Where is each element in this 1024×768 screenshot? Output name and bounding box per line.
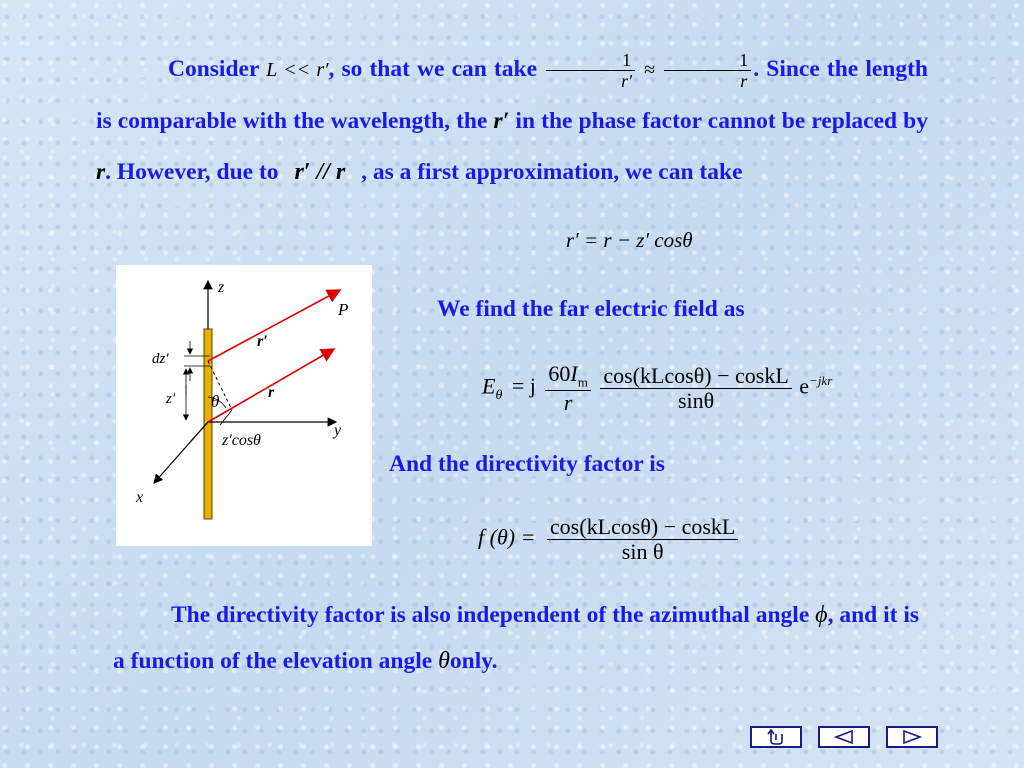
- right-triangle-icon: [900, 729, 924, 745]
- amplitude-fraction: $\frac{60I_m}{r}$: [545, 362, 590, 415]
- zcos-label: z′cosθ: [222, 432, 261, 449]
- return-icon: [763, 728, 789, 746]
- directivity-fraction: $\frac{\text{cos(kLcosθ) − coskL}}{\text{sin θ}}$: [547, 515, 738, 564]
- phi-symbol: ϕ: [815, 602, 828, 628]
- conclusion-paragraph: The directivity factor is also independent of the azimuthal angle ϕ, and it is a function of the elevation angle θonly.: [113, 602, 920, 674]
- fraction-one-over-rprime: $\frac{1}{r'}$: [546, 50, 635, 91]
- consider-text: Consider: [168, 56, 259, 82]
- x-axis-label: x: [136, 489, 144, 506]
- equation-rprime: r′ = r − z′ cosθ: [566, 228, 693, 252]
- parallel-math: r′ // r: [294, 159, 346, 185]
- equation-far-field: $E_\theta = j$ $\frac{60I_m}{r}$ $\frac{\text{cos(kLcosθ) − coskL}}{\sin\theta}$ $e^{-jkr}$: [482, 361, 833, 415]
- intro-paragraph: [96, 44, 928, 198]
- theta-symbol: θ: [438, 648, 450, 674]
- equation-directivity: f (θ) = $\frac{\text{cos(kLcosθ) − coskL}}{\text{sin θ}}$: [478, 515, 740, 564]
- condition-math: L << r′: [266, 59, 329, 81]
- z-axis-label: z: [218, 279, 225, 296]
- since-text: . Since the length is comparable with the wavelength, the: [96, 56, 928, 134]
- y-axis-label: y: [334, 422, 342, 439]
- r-prime-label: r′: [257, 333, 268, 350]
- left-triangle-icon: [832, 729, 856, 745]
- zprime-label: z′: [166, 391, 176, 407]
- dipole-diagram: [116, 265, 372, 546]
- approx-text: , as a first approximation, we can take: [361, 159, 743, 185]
- return-button[interactable]: [750, 726, 802, 748]
- theta-label: θ: [211, 392, 220, 411]
- point-p-label: P: [338, 300, 349, 319]
- rprime-math: r′: [493, 108, 510, 134]
- approx-symbol: ≈: [644, 59, 656, 81]
- r-label: r: [268, 384, 275, 401]
- dipole-figure: [116, 265, 372, 546]
- directivity-text: And the directivity factor is: [389, 451, 665, 477]
- pattern-fraction: $\frac{\text{cos(kLcosθ) − coskL}}{\sin\theta}$: [600, 364, 791, 413]
- phase-text: in the phase factor cannot be replaced by: [515, 108, 929, 134]
- next-button[interactable]: [886, 726, 938, 748]
- far-field-text: We find the far electric field as: [437, 296, 745, 322]
- dz-label: dz′: [152, 351, 169, 367]
- however-text: . However, due to: [105, 159, 279, 185]
- fraction-one-over-r: $\frac{1}{r}$: [664, 50, 751, 91]
- dipole-antenna: [204, 329, 212, 519]
- r-math: r: [96, 159, 106, 185]
- r-prime-ray: [208, 290, 340, 361]
- so-text: , so that we can take: [328, 56, 537, 82]
- previous-button[interactable]: [818, 726, 870, 748]
